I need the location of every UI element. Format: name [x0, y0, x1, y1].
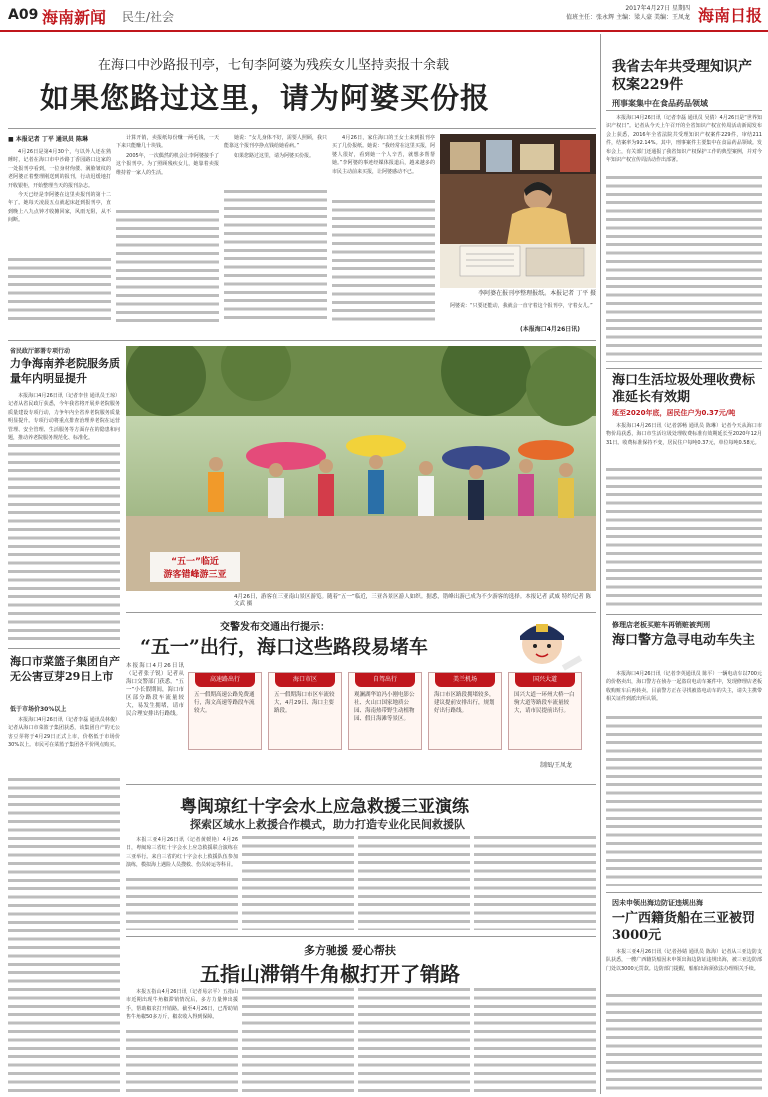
- text-column: [332, 200, 435, 323]
- divider: [606, 368, 762, 369]
- divider: [606, 110, 762, 111]
- lead-kicker: 在海口中沙路报刊亭，七旬李阿婆为残疾女儿坚持卖报十余载: [98, 58, 450, 73]
- page-number: A09: [8, 7, 39, 23]
- may-day-label-line-2: 游客错峰游三亚: [163, 570, 227, 580]
- text-column: [358, 988, 470, 1092]
- eldercare-paragraph: 本报海口4月26日讯（记者李佳 通讯员王琼）记者从省民政厅获悉，今年我省将开展养老院服务质量建设专项行动，力争年内全省养老院服务质量明显提升。专项行动将重点排查治理养老院在运营管理、安全管理、生活服务等方面存在的隐患和问题，推动养老院服务规范化、标准化。: [8, 393, 120, 442]
- traffic-tip-3-body: 观澜湖华谊冯小刚电影公社、火山口国家地质公园、海南热带野生动植物园、假日海滩等景区。: [354, 692, 415, 722]
- newspaper-logo: 海南日报: [698, 6, 763, 25]
- traffic-tip-3: [348, 672, 422, 750]
- garbage-fee-headline: 海口生活垃圾处理收费标准延长有效期: [612, 373, 756, 405]
- photo-newsstand-grandma: [440, 134, 596, 288]
- text-column: [242, 836, 354, 930]
- scooter-paragraph: 本报海口4月26日讯（记者李英通讯员 陈平）一辆电动车以700元的价格卖出，海口警方在侦办一起盗窃电动车案件中，发现修理店老板收购赃车后再转卖。目前警方正在寻找被盗电动车的失主，请失主携带相关证件到派出所认领。: [606, 671, 762, 703]
- pepper-body: [126, 988, 238, 1028]
- divider: [8, 128, 596, 129]
- garbage-fee-body: [606, 422, 762, 466]
- eldercare-kicker: 省民政厅部署专项行动: [10, 348, 71, 355]
- lead-paragraph-6: 如果您路过这里，请为阿婆买份报。: [234, 152, 315, 159]
- bean-sprout-paragraph: 本报海口4月26日讯（记者李磊 通讯员林俊）记者从海口市菜篮子集团获悉，该集团自产的无公害豆芽将于4月29日正式上市，价格低于市场价30%以上。市民可在菜篮子集团各平价网点购买。: [8, 717, 120, 749]
- lead-paragraph-2: 今天已经是李阿婆在这里卖报刊的第十二年了。她每天凌晨五点就起床赶到报刊亭，直到晚上八九点钟才收摊回家，风雨无阻，从不间断。: [8, 192, 111, 224]
- divider: [606, 614, 762, 615]
- traffic-tip-3-head: 自驾出行: [355, 673, 415, 687]
- text-column: [8, 258, 111, 323]
- traffic-tip-5: [508, 672, 582, 750]
- text-column: [474, 836, 596, 930]
- text-column: [474, 988, 596, 1092]
- text-column: [606, 176, 762, 362]
- traffic-tip-2-body: 五一假期海口市区车流较大，4月29日、海口主要路段。: [274, 692, 335, 714]
- eldercare-headline: 力争海南养老院服务质量年内明显提升: [10, 357, 120, 385]
- lead-dateline: (本报海口4月26日讯): [520, 326, 581, 333]
- lead-paragraph-3: 计算开销，卖报纸每份赚一两毛钱，一天下来只能赚几十块钱。: [116, 135, 219, 150]
- may-day-caption: 4月26日，游客在三亚南山景区游览。随着“五一”临近，三亚各景区游人如织。据悉，错峰出游已成为不少游客的选择。本报记者 武威 特约记者 陈文武 摄: [234, 594, 591, 607]
- lead-photo: [440, 134, 596, 288]
- divider: [606, 892, 762, 893]
- divider: [8, 340, 596, 341]
- lead-closing: [440, 302, 596, 324]
- may-day-photo-label: [150, 552, 240, 582]
- lead-paragraph-1: 4月26日是第4月30个，与以外人还在熟睡时，记者在海口市中沙路丁香园路口这家的一处报刊亭看到，一位身材佝偻、满脸皱纹的老阿婆正着整理刚送到的报刊，行动迟缓地打开收银柜，开始整理当天的报刊杂志。: [8, 149, 111, 189]
- lead-headline: 如果您路过这里，请为阿婆买份报: [40, 81, 491, 115]
- bean-sprout-headline: 海口市菜篮子集团自产无公害豆芽29日上市: [10, 655, 120, 683]
- column-divider: [600, 34, 601, 1094]
- traffic-tip-5-head: 国兴大道: [515, 673, 575, 687]
- text-column: [126, 1030, 238, 1092]
- ip-headline: 我省去年共受理知识产权案229件: [612, 59, 752, 93]
- lead-byline: ■ 本报记者 丁平 通讯员 陈琳: [8, 136, 89, 143]
- text-column: [224, 190, 327, 323]
- pepper-headline: 五指山滞销牛角椒打开了销路: [200, 962, 460, 986]
- boat-body: [606, 948, 762, 992]
- traffic-tip-4: [428, 672, 502, 750]
- scooter-body: [606, 670, 762, 714]
- text-column: [8, 444, 120, 644]
- lead-paragraph-5: 她说：“女儿身体不好，需要人照顾，我只能靠这个报刊亭挣点钱给她看病。”: [224, 135, 327, 150]
- divider: [126, 784, 596, 785]
- traffic-credit: 制图/王凤龙: [540, 762, 573, 769]
- text-column: [606, 994, 762, 1092]
- rescue-headline: 粤闽琼红十字会水上应急救援三亚演练: [180, 797, 469, 817]
- text-column: [358, 836, 470, 930]
- garbage-fee-subtitle: 延至2020年底，居民住户为0.37元/吨: [612, 409, 736, 417]
- edition-editors: 值班主任：张永辉 主编：梁人豪 美编：王凤龙: [566, 14, 690, 21]
- text-column: [126, 878, 238, 930]
- traffic-kicker: 交警发布交通出行提示：: [220, 622, 330, 633]
- lead-paragraph-4: 2005年，一次偶然的机会让李阿婆接手了这个报刊亭。为了照顾残疾女儿，她靠着卖报维持着一家人的生活。: [116, 152, 219, 176]
- boat-headline: 一广西籍货船在三亚被罚3000元: [612, 911, 756, 943]
- rescue-paragraph: 本报三亚4月26日讯（记者黄媛艳）4月26日，粤闽琼三省红十字会水上应急救援联合演练在三亚举行。来自三省的红十字会水上救援队伍参加演练，模拟海上遇险人员搜救、伤员转运等科目。: [126, 837, 238, 869]
- lead-closing-paragraph: 阿婆说：“只要还能动，我就会一直守着这个报刊亭，守着女儿。”: [450, 303, 593, 309]
- rescue-body: [126, 836, 238, 876]
- boat-kicker: 因未申领出海边防证违规出海: [612, 899, 703, 907]
- text-column: [116, 210, 219, 323]
- traffic-intro: [126, 662, 184, 774]
- pepper-kicker: 多方驰援 爱心帮扶: [304, 944, 396, 957]
- traffic-tip-1-head: 高速路出行: [195, 673, 255, 687]
- text-column: [8, 778, 120, 1092]
- ip-body: [606, 114, 762, 174]
- traffic-tip-2: [268, 672, 342, 750]
- mid-paragraph: 4月26日，家住海口的王女士来到报刊亭买了几份报纸。她说：“我经常在这里买报，阿婆人很好，看到她一个人辛苦，就想多帮帮她。”李阿婆的事迹经媒体报道后，越来越多的市民主动前来买报，让阿婆感动不已。: [332, 135, 435, 175]
- divider: [126, 936, 596, 937]
- ip-paragraph: 本报海口4月26日讯（记者李磊 通讯员 吴倩）4月26日是“世界知识产权日”。记者从今天上午召开的全省知识产权宣传周活动新闻发布会上获悉，2016年全省法院共受理知识产权案件229件，审结211件，结案率为92.14%。其中，刑事案件主要集中在食品药品领域。发布会上，有关部门还通报了我省知识产权保护工作的典型案例，并对今年知识产权宣传周活动作出部署。: [606, 115, 762, 164]
- bean-sprout-body: [8, 716, 120, 776]
- traffic-headline: “五一”出行，海口这些路段易堵车: [140, 636, 428, 658]
- masthead: [0, 0, 768, 32]
- lead-photo-caption: 李阿婆在报刊亭整理报纸。本报记者 丁平 摄: [478, 290, 596, 297]
- may-day-photo: [126, 346, 596, 591]
- edition-date: 2017年4月27日 星期四: [625, 5, 690, 12]
- traffic-intro-paragraph: 本报海口4月26日讯（记者张子锐）记者从海口交警部门获悉，“五一”小长假期间，海口市区部分路段车流量较大，易发生拥堵，请市民合理安排出行路线。: [126, 663, 184, 717]
- garbage-fee-paragraph: 本报海口4月26日讯（记者郭畅 通讯员 陈琳）记者今天从海口市物价局获悉，海口市生活垃圾处理收费标准有效期延长至2020年12月31日。收费标准保持不变，居民住户每吨0.37元，单位每吨0.58元。: [606, 423, 762, 446]
- edition-info: [560, 4, 690, 22]
- traffic-tip-4-head: 美兰机场: [435, 673, 495, 687]
- pepper-paragraph: 本报五指山4月26日讯（记者易宗平）五指山市近期出现牛角椒滞销情况后，多方力量伸出援手，帮助椒农打开销路。截至4月26日，已帮助销售牛角椒50多万斤，椒农收入得到保障。: [126, 989, 238, 1021]
- ip-subtitle: 刑事案集中在食品药品领域: [612, 99, 708, 108]
- divider: [8, 648, 120, 649]
- traffic-tip-2-head: 海口市区: [275, 673, 335, 687]
- may-day-label-line-1: “五一”临近: [171, 557, 219, 567]
- traffic-tip-4-body: 海口市区路段拥堵较多，建议提前安排出行，规划好出行路线。: [434, 692, 495, 714]
- text-column: [606, 468, 762, 608]
- text-column: [242, 988, 354, 1092]
- scooter-headline: 海口警方急寻电动车失主: [612, 633, 756, 648]
- scooter-kicker: 修理店老板买赃车再销赃被判刑: [612, 621, 710, 629]
- boat-paragraph: 本报三亚4月26日讯（记者孙婧 通讯员 陈海）记者从三亚边防支队获悉，一艘广西籍货船因未申领出海边防证违规出海，被三亚边防部门处以3000元罚款。边防部门提醒，船舶出海须依法办理相关手续。: [606, 949, 762, 972]
- traffic-tip-1-body: 五一假期高速公路免费通行，海文高速等路段车流较大。: [194, 692, 255, 714]
- eldercare-body: [8, 392, 120, 442]
- traffic-tip-5-body: 国兴大道一环州大桥一白驹大道等路段车流量较大，请市民提前出行。: [514, 692, 575, 714]
- bean-sprout-subtitle: 低于市场价30%以上: [10, 706, 67, 713]
- section-title: 海南新闻: [42, 8, 107, 27]
- subsection-title: 民生/社会: [122, 10, 175, 24]
- divider: [126, 612, 596, 613]
- traffic-tip-1: [188, 672, 262, 750]
- rescue-subtitle: 探索区域水上救援合作模式，助力打造专业化民间救援队: [190, 818, 465, 831]
- text-column: [606, 716, 762, 886]
